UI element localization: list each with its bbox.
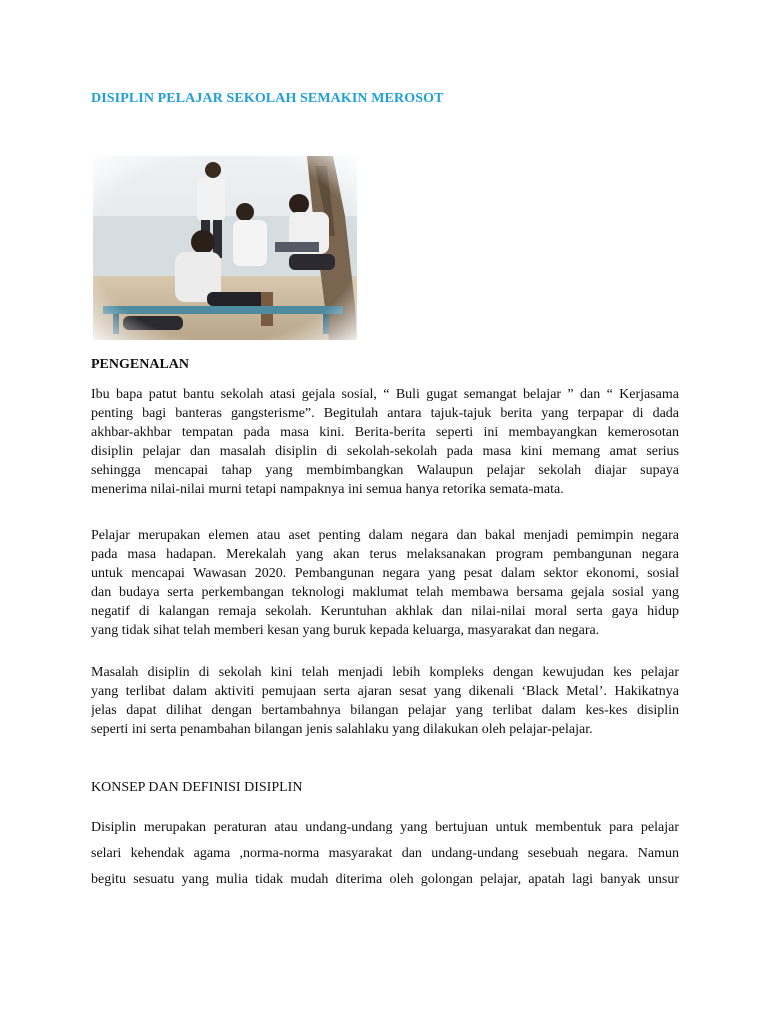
paragraph-line: begitu sesuatu yang mulia tidak mudah diterima oleh golongan pelajar, apatah lagi banyak unsur: [91, 872, 679, 887]
paragraph-line: negatif di kalangan remaja sekolah. Keruntuhan akhlak dan nilai-nilai moral serta gaya hidup: [91, 604, 679, 619]
paragraph-line: menerima nilai-nilai murni tetapi nampaknya ini semua hanya retorika semata-mata.: [91, 482, 564, 497]
paragraph-intro-2: [91, 526, 679, 640]
paragraph-line: seperti ini serta penambahan bilangan jenis salahlaku yang dilakukan oleh pelajar-pelajar.: [91, 722, 593, 737]
paragraph-line: dan budaya serta perkembangan teknologi maklumat telah membawa bersama gejala sosial yang: [91, 585, 679, 600]
paragraph-line: yang terlibat dalam aktiviti pemujaan serta ajaran sesat yang dikenali ‘Black Metal’. Hakikatnya: [91, 684, 679, 699]
paragraph-line: sehingga mencapai tahap yang membimbangkan Walaupun pelajar sekolah diajar supaya: [91, 463, 679, 478]
paragraph-line: Pelajar merupakan elemen atau aset penting dalam negara dan bakal menjadi pemimpin negara: [91, 528, 679, 543]
paragraph-konsep-1: [91, 815, 679, 893]
paragraph-line: Disiplin merupakan peraturan atau undang-undang yang bertujuan untuk membentuk para pelajar: [91, 820, 679, 835]
paragraph-line: pada masa hadapan. Merekalah yang akan terus melaksanakan program pembangunan negara: [91, 547, 679, 562]
paragraph-line: penting bagi banteras gangsterisme”. Begitulah antara tajuk-tajuk berita yang terpapar di dada: [91, 406, 679, 421]
paragraph-line: Masalah disiplin di sekolah kini telah menjadi lebih kompleks dengan kewujudan kes pelajar: [91, 665, 679, 680]
paragraph-line: Ibu bapa patut bantu sekolah atasi gejala sosial, “ Buli gugat semangat belajar ” dan “ Kerjasama: [91, 387, 679, 402]
paragraph-line: akhbar-akhbar tempatan pada masa kini. Berita-berita seperti ini membayangkan kemerosotan: [91, 425, 679, 440]
paragraph-line: untuk mencapai Wawasan 2020. Pembangunan negara yang pesat dalam sektor ekonomi, sosial: [91, 566, 679, 581]
section-heading-pengenalan: PENGENALAN: [91, 357, 190, 372]
document-title: DISIPLIN PELAJAR SEKOLAH SEMAKIN MEROSOT: [91, 91, 444, 106]
paragraph-line: yang tidak sihat telah memberi kesan yang buruk kepada keluarga, masyarakat dan negara.: [91, 623, 600, 638]
paragraph-line: jelas dapat dilihat dengan bertambahnya bilangan pelajar yang terlibat dalam kes-kes disiplin: [91, 703, 679, 718]
paragraph-intro-1: [91, 385, 679, 499]
paragraph-line: disiplin pelajar dan masalah disiplin di sekolah-sekolah pada masa kini memang amat serius: [91, 444, 679, 459]
paragraph-intro-3: [91, 663, 679, 739]
paragraph-line: selari kehendak agama ,norma-norma masyarakat dan undang-undang sesebuah negara. Namun: [91, 846, 679, 861]
section-heading-konsep: KONSEP DAN DEFINISI DISIPLIN: [91, 780, 303, 795]
students-photo: [93, 156, 357, 340]
